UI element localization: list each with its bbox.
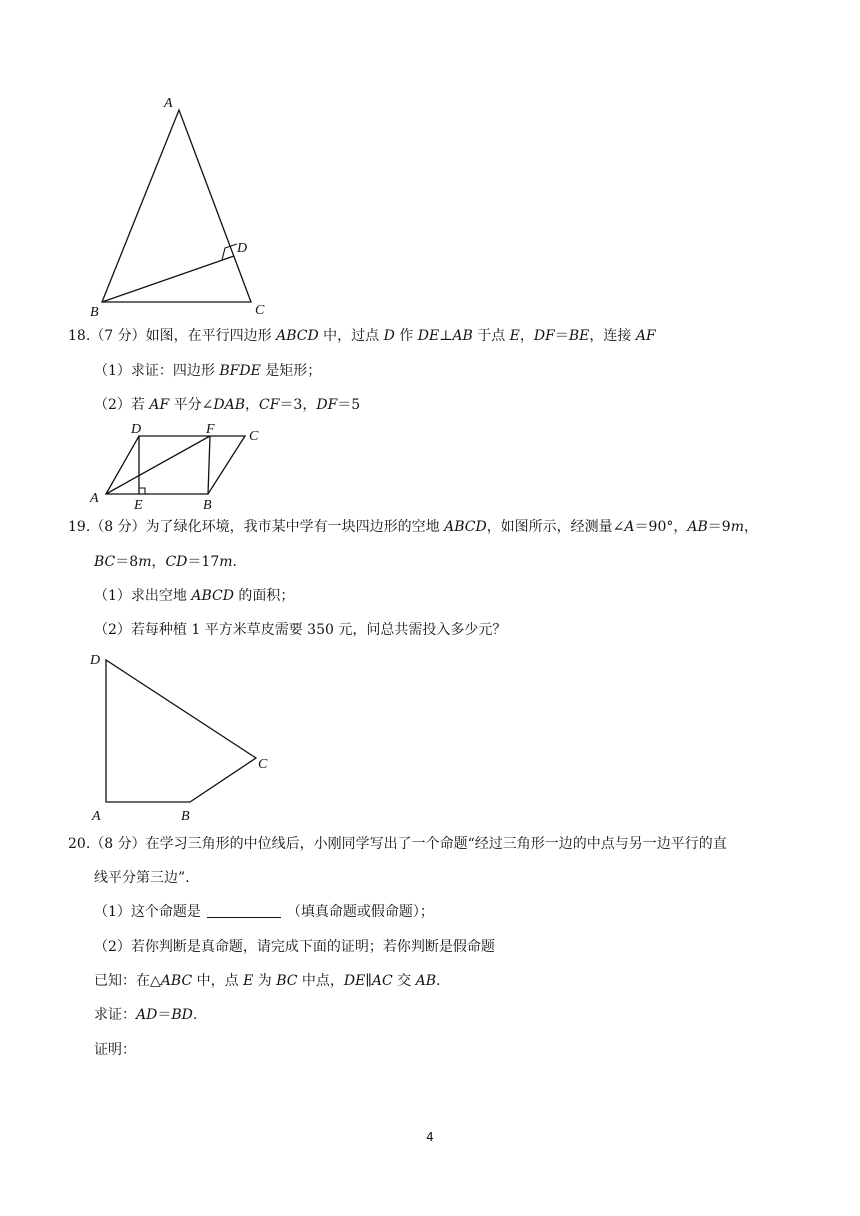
- q18-math: D: [383, 328, 395, 344]
- q18-math: ABCD: [276, 328, 319, 344]
- q19-text: .: [232, 554, 237, 570]
- label-a: A: [90, 491, 99, 506]
- q20-prove-math: BD: [171, 1007, 193, 1023]
- q20-given-text: ∥: [365, 973, 372, 989]
- q20-sub2: （2）若你判断是真命题，请完成下面的证明；若你判断是假命题: [94, 939, 495, 955]
- q19-math: m: [219, 554, 233, 570]
- q19-score: （8 分）: [90, 519, 146, 535]
- quadrilateral-abcd: [106, 660, 256, 802]
- q20-given-text: 交: [392, 973, 416, 989]
- answer-blank[interactable]: [207, 903, 281, 918]
- q18-text: 如图，在平行四边形: [145, 328, 277, 344]
- q20-given-math: AC: [371, 973, 393, 989]
- label-a: A: [92, 809, 101, 824]
- q19-text: ，如图所示，经测量∠: [486, 519, 625, 535]
- label-c: C: [249, 429, 259, 444]
- q18-math: BE: [568, 328, 590, 344]
- q19-sub1-math: ABCD: [191, 588, 234, 604]
- q20-prove: [94, 1005, 197, 1025]
- q19-math: m: [138, 554, 152, 570]
- q20-stem-line1: [68, 834, 727, 854]
- q19-sub2: （2）若每种植 1 平方米草皮需要 350 元，问总共需投入多少元？: [94, 622, 507, 638]
- q18-text: 于点: [472, 328, 510, 344]
- q18-text: ⊥: [439, 328, 453, 344]
- q18-text: 中，过点: [318, 328, 384, 344]
- q19-math: ABCD: [444, 519, 487, 535]
- q18-sub2-math: DAB: [213, 397, 245, 413]
- q20-given-math: DE: [343, 973, 366, 989]
- q18-sub2-math: AF: [149, 397, 170, 413]
- q18-text: ，连接: [589, 328, 636, 344]
- page-number: 4: [426, 1130, 434, 1144]
- q18-sub2-text: ，: [245, 397, 259, 413]
- q20-given-text: 已知：在△: [94, 973, 161, 989]
- q20-given-text: 中点，: [297, 973, 344, 989]
- q18-sub2-text: 平分∠: [169, 397, 214, 413]
- q18-text: ＝: [554, 328, 569, 344]
- q19-text: ＝17: [187, 554, 220, 570]
- q18-sub2-text: （2）若: [94, 397, 150, 413]
- label-f: F: [206, 422, 215, 437]
- q18-score: （7 分）: [90, 328, 146, 344]
- q19-text: ＝8: [115, 554, 139, 570]
- q19-math: AB: [687, 519, 708, 535]
- label-c: C: [258, 757, 268, 772]
- q18-math: AF: [635, 328, 656, 344]
- q19-math: m: [730, 519, 744, 535]
- q20-given: [94, 971, 440, 991]
- q18-math: AB: [452, 328, 473, 344]
- q19-text: ，: [151, 554, 166, 570]
- q20-prove-text: ＝: [157, 1007, 172, 1023]
- q20-stem-line2: 线平分第三边”.: [94, 870, 190, 886]
- label-a: A: [164, 96, 173, 111]
- label-d: D: [131, 422, 142, 437]
- q20-given-math: E: [243, 973, 254, 989]
- q20-text: 在学习三角形的中位线后，小刚同学写出了一个命题“经过三角形一边的中点与另一边平行的直: [145, 836, 727, 852]
- q20-sub1: [94, 902, 434, 922]
- q18-sub2-math: DF: [316, 397, 338, 413]
- q19-math: BC: [94, 554, 116, 570]
- q19-sub1-text: 的面积；: [233, 588, 295, 604]
- q20-sub1-text: （填真命题或假命题）；: [286, 904, 434, 920]
- q19-text: ＝9: [707, 519, 731, 535]
- label-c: C: [255, 303, 265, 318]
- q18-text: 作: [394, 328, 418, 344]
- label-b: B: [90, 305, 99, 320]
- q18-sub2-text: ＝5: [337, 397, 361, 413]
- label-d: D: [90, 653, 101, 668]
- q20-given-math: AB: [415, 973, 436, 989]
- q18-sub1-text: （1）求证：四边形: [94, 363, 220, 379]
- q18-sub2-text: ＝3，: [279, 397, 317, 413]
- q20-given-text: 为: [253, 973, 277, 989]
- q20-given-text: .: [435, 973, 441, 989]
- q19-math: CD: [165, 554, 188, 570]
- label-d: D: [237, 241, 248, 256]
- q19-number: 19.: [68, 519, 91, 535]
- q19-text: 为了绿化环境，我市某中学有一块四边形的空地: [145, 519, 445, 535]
- q18-math: E: [509, 328, 520, 344]
- q19-text: ，: [743, 519, 758, 535]
- label-e: E: [134, 498, 143, 513]
- label-b: B: [203, 498, 212, 513]
- q19-text: ＝90°，: [634, 519, 688, 535]
- q18-number: 18.: [68, 328, 91, 344]
- q20-prove-text: .: [192, 1007, 198, 1023]
- label-b: B: [181, 809, 190, 824]
- q20-score: （8 分）: [90, 836, 146, 852]
- q18-sub1-math: BFDE: [219, 363, 261, 379]
- q20-given-text: 中，点: [192, 973, 244, 989]
- q18-text: ，: [519, 328, 534, 344]
- q20-prove-math: AD: [136, 1007, 158, 1023]
- q18-math: DF: [533, 328, 555, 344]
- q20-sub1-text: （1）这个命题是: [94, 904, 201, 920]
- q20-proof-label: 证明：: [94, 1042, 136, 1058]
- q20-given-math: ABC: [160, 973, 193, 989]
- q18-math: DE: [417, 328, 440, 344]
- q18-sub2-math: CF: [259, 397, 280, 413]
- q20-given-math: BC: [276, 973, 298, 989]
- q20-number: 20.: [68, 836, 91, 852]
- q19-sub1-text: （1）求出空地: [94, 588, 192, 604]
- q18-sub1-text: 是矩形；: [260, 363, 322, 379]
- q20-prove-text: 求证：: [94, 1007, 136, 1023]
- q19-math: A: [624, 519, 635, 535]
